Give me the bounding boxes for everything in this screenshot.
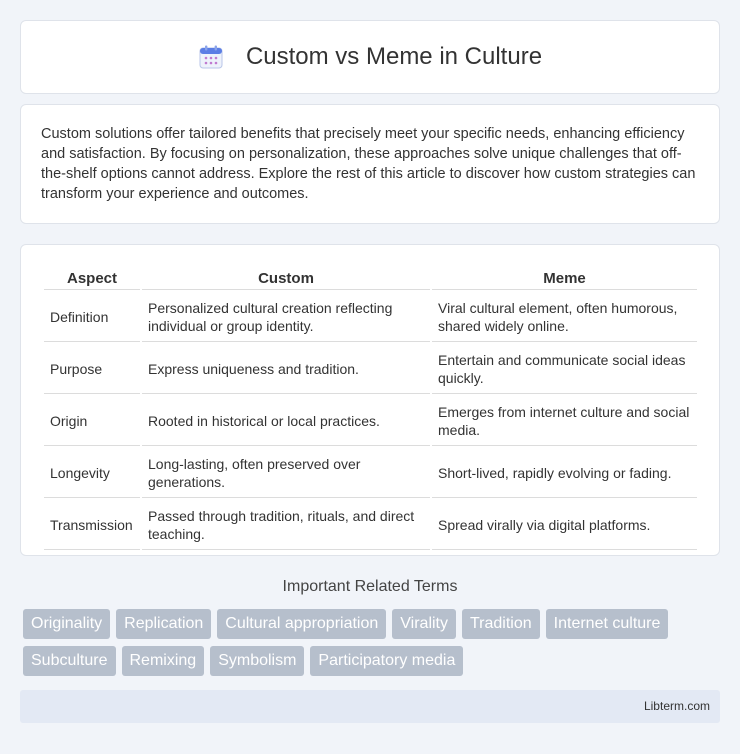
cell-meme: Short-lived, rapidly evolving or fading.	[432, 448, 697, 498]
header-meme: Meme	[432, 267, 697, 290]
tag-internet-culture[interactable]: Internet culture	[546, 609, 669, 639]
tag-replication[interactable]: Replication	[116, 609, 211, 639]
header-card	[20, 20, 720, 94]
cell-meme: Emerges from internet culture and social media.	[432, 396, 697, 446]
related-terms-title: Important Related Terms	[282, 578, 458, 595]
cell-aspect: Origin	[44, 396, 140, 446]
title-wrap	[198, 43, 542, 71]
tag-originality[interactable]: Originality	[23, 609, 110, 639]
tag-participatory-media[interactable]: Participatory media	[310, 646, 463, 676]
tag-remixing[interactable]: Remixing	[122, 646, 205, 676]
cell-custom: Express uniqueness and tradition.	[142, 344, 430, 394]
table-header-row	[44, 267, 697, 290]
table-row	[44, 500, 697, 550]
related-terms-tags	[23, 609, 723, 676]
header-aspect: Aspect	[44, 267, 140, 290]
cell-meme: Viral cultural element, often humorous, shared widely online.	[432, 292, 697, 342]
cell-custom: Rooted in historical or local practices.	[142, 396, 430, 446]
table-row	[44, 396, 697, 446]
tag-virality[interactable]: Virality	[392, 609, 456, 639]
tag-subculture[interactable]: Subculture	[23, 646, 116, 676]
cell-aspect: Definition	[44, 292, 140, 342]
footer-site-link[interactable]: Libterm.com	[643, 699, 710, 713]
cell-custom: Long-lasting, often preserved over generations.	[142, 448, 430, 498]
intro-text: Custom solutions offer tailored benefits that precisely meet your specific needs, enhancing efficiency and satisfaction. By focusing on personalization, these approaches solve unique challenges that off-the-shelf options cannot address. Explore the rest of this article to discover how custom strategies can transform your experience and outcomes.	[41, 126, 696, 202]
intro-card	[20, 104, 720, 224]
cell-aspect: Purpose	[44, 344, 140, 394]
calendar-icon	[198, 44, 224, 70]
comparison-table	[42, 265, 699, 552]
comparison-table-card	[20, 244, 720, 556]
footer	[20, 690, 720, 723]
page-title: Custom vs Meme in Culture	[245, 43, 543, 70]
cell-aspect: Longevity	[44, 448, 140, 498]
tag-symbolism[interactable]: Symbolism	[210, 646, 304, 676]
cell-meme: Spread virally via digital platforms.	[432, 500, 697, 550]
cell-custom: Personalized cultural creation reflecting individual or group identity.	[142, 292, 430, 342]
tag-cultural-appropriation[interactable]: Cultural appropriation	[217, 609, 386, 639]
table-row	[44, 344, 697, 394]
cell-custom: Passed through tradition, rituals, and direct teaching.	[142, 500, 430, 550]
table-row	[44, 292, 697, 342]
tag-tradition[interactable]: Tradition	[462, 609, 540, 639]
cell-aspect: Transmission	[44, 500, 140, 550]
table-row	[44, 448, 697, 498]
cell-meme: Entertain and communicate social ideas quickly.	[432, 344, 697, 394]
header-custom: Custom	[142, 267, 430, 290]
